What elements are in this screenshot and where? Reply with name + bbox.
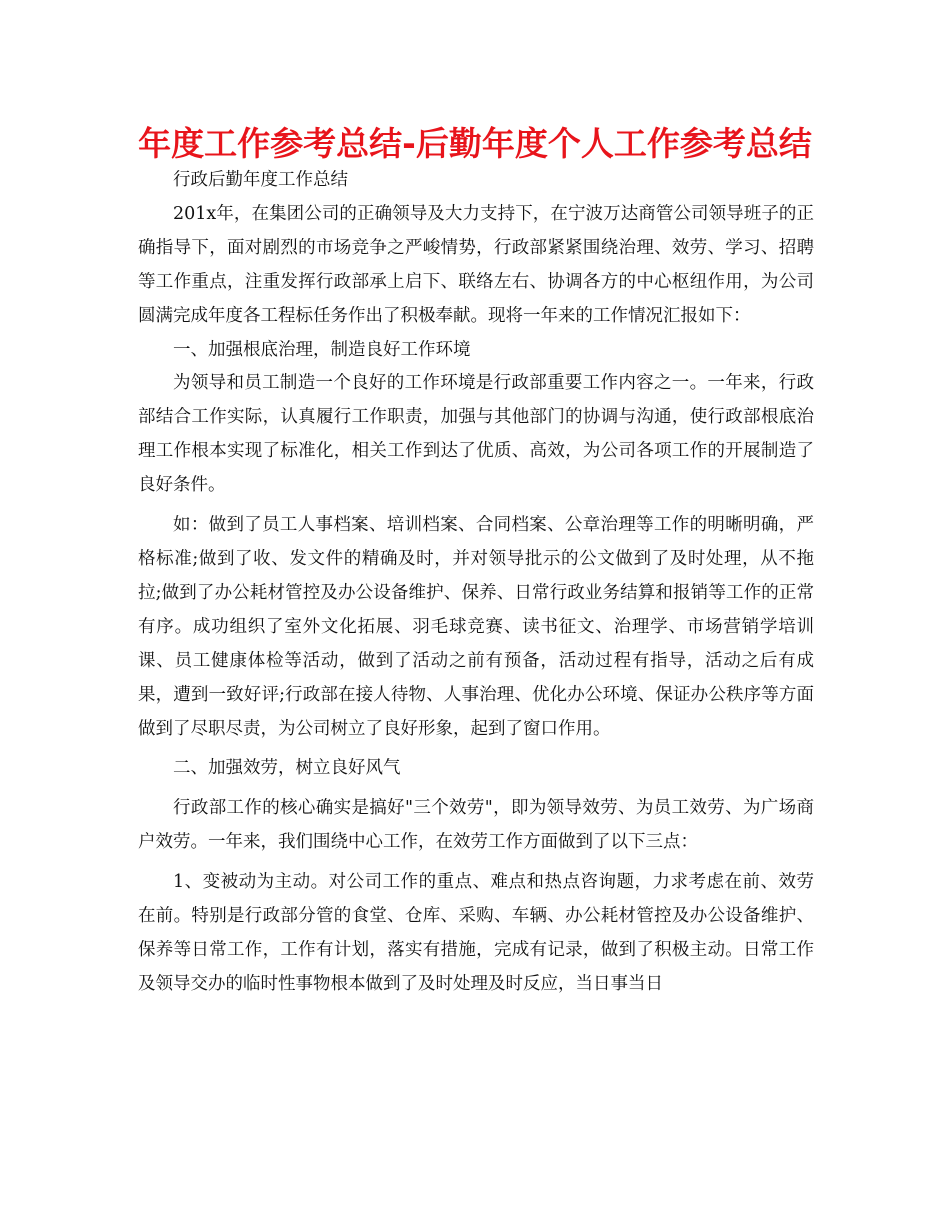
paragraph-subtitle: 行政后勤年度工作总结 — [173, 170, 348, 190]
paragraph-examples: 如：做到了员工人事档案、培训档案、合同档案、公章治理等工作的明晰明确，严格标准;做到了收、发文件的精确及时，并对领导批示的公文做到了及时处理，从不拖拉;做到了办公耗材管控及办公设备维护、保养、日常行政业务结算和报销等工作的正常有序。成功组织了室外文化拓展、羽毛球竞赛、读书征文、治理学、市场营销学培训课、员工健康体检等活动，做到了活动之前有预备，活动过程有指导，活动之后有成果，遭到一致好评;行政部在接人待物、人事治理、优化办公环境、保证办公秩序等方面做到了尽职尽责，为公司树立了良好形象，起到了窗口作用。 — [138, 515, 814, 739]
paragraph-environment: 为领导和员工制造一个良好的工作环境是行政部重要工作内容之一。一年来，行政部结合工作实际，认真履行工作职责，加强与其他部门的协调与沟通，使行政部根底治理工作根本实现了标准化，相关工作到达了优质、高效，为公司各项工作的开展制造了良好条件。 — [138, 373, 814, 496]
paragraph-point-1: 1、变被动为主动。对公司工作的重点、难点和热点咨询题，力求考虑在前、效劳在前。特别是行政部分管的食堂、仓库、采购、车辆、办公耗材管控及办公设备维护、保养等日常工作，工作有计划，落实有措施，完成有记录，做到了积极主动。日常工作及领导交办的临时性事物根本做到了及时处理及时反应，当日事当日 — [138, 872, 814, 994]
section-heading-1: 一、加强根底治理，制造良好工作环境 — [173, 339, 471, 360]
paragraph-three-services: 行政部工作的核心确实是搞好"三个效劳"，即为领导效劳、为员工效劳、为广场商户效劳。一年来，我们围绕中心工作，在效劳工作方面做到了以下三点： — [138, 798, 814, 853]
document-title: 年度工作参考总结-后勤年度个人工作参考总结 — [138, 124, 812, 163]
paragraph-intro: 201x年，在集团公司的正确领导及大力支持下，在宁波万达商管公司领导班子的正确指导下，面对剧烈的市场竞争之严峻情势，行政部紧紧围绕治理、效劳、学习、招聘等工作重点，注重发挥行政部承上启下、联络左右、协调各方的中心枢纽作用，为公司圆满完成年度各工程标任务作出了积极奉献。现将一年来的工作情况汇报如下： — [138, 203, 814, 326]
document-body — [138, 164, 814, 1002]
section-heading-2: 二、加强效劳，树立良好风气 — [173, 758, 401, 779]
